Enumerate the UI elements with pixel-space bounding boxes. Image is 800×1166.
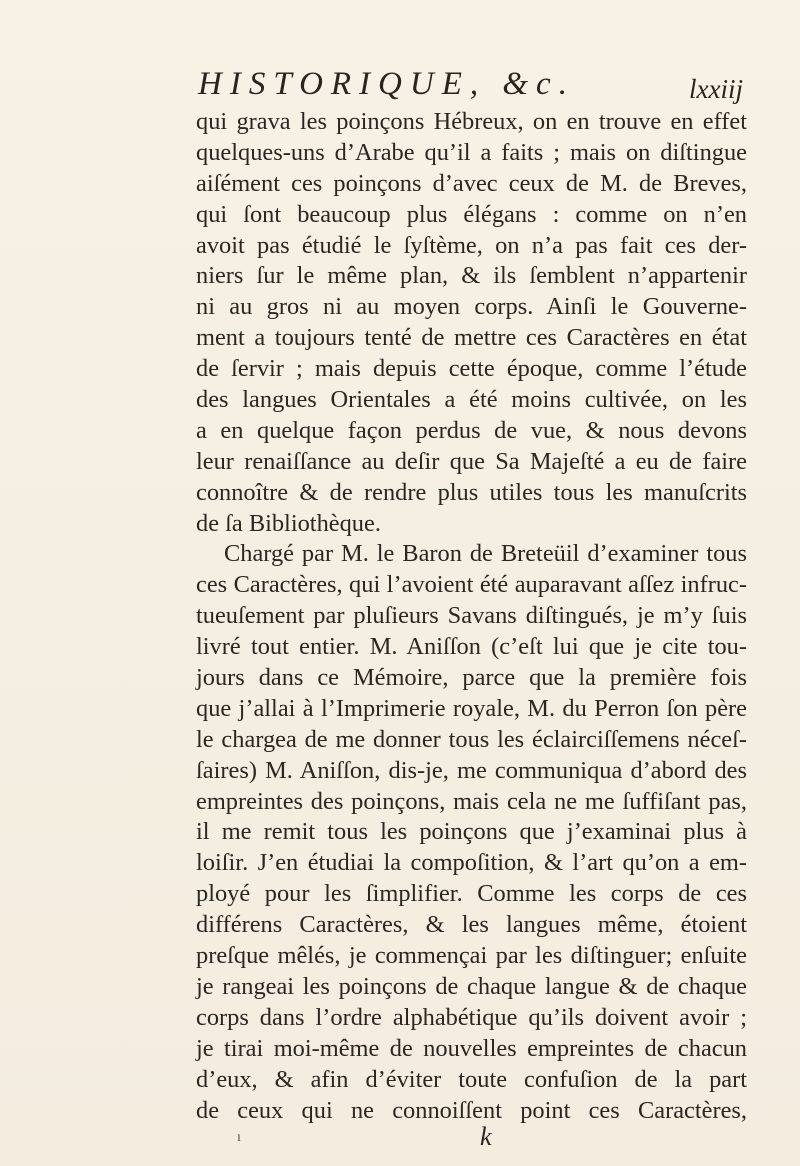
text-line: a en quelque façon perdus de vue, & nous devons (196, 416, 747, 444)
running-title: HISTORIQUE, &c. (198, 66, 575, 102)
text-line: livré tout entier. M. Aniſſon (c’eſt lui que je cite tou- (196, 633, 747, 661)
text-line: il me remit tous les poinçons que j’examinai plus à (196, 818, 747, 846)
text-line: ces Caractères, qui l’avoient été auparavant aſſez infruc- (196, 571, 747, 599)
text-line: qui grava les poinçons Hébreux, on en trouve en effet (196, 108, 747, 135)
paragraph-start-line: Chargé par M. le Baron de Breteüil d’examiner tous (224, 540, 747, 568)
text-line: d’eux, & afin d’éviter toute confuſion de la part (196, 1065, 747, 1093)
body-text (196, 107, 747, 1126)
text-line: avoit pas étudié le ſyſtème, on n’a pas fait ces der- (196, 231, 747, 259)
page-header (198, 66, 743, 110)
page-number: lxxiij (689, 74, 743, 104)
text-line: aiſément ces poinçons d’avec ceux de M. de Breves, (196, 169, 747, 197)
text-line: loiſir. J’en étudiai la compoſition, & l’art qu’on a em- (196, 849, 747, 877)
page-footer (196, 1122, 747, 1156)
text-line: je rangeai les poinçons de chaque langue & de chaque (196, 972, 747, 1000)
text-line: ment a toujours tenté de mettre ces Caractères en état (196, 324, 747, 352)
text-line: quelques-uns d’Arabe qu’il a faits ; mais on diſtingue (196, 138, 747, 166)
signature-mark: k (480, 1122, 492, 1151)
text-line: jours dans ce Mémoire, parce que la première fois (196, 664, 747, 692)
text-line: preſque mêlés, je commençai par les diſtinguer; enſuite (196, 942, 747, 970)
text-line: empreintes des poinçons, mais cela ne me ſuffiſant pas, (196, 787, 747, 815)
text-line: ſaires) M. Aniſſon, dis-je, me communiqua d’abord des (196, 756, 747, 784)
text-line: le chargea de me donner tous les éclairciſſemens néceſ- (196, 725, 747, 753)
text-line: que j’allai à l’Imprimerie royale, M. du Perron ſon père (196, 694, 747, 722)
text-line: leur renaiſſance au deſir que Sa Majeſté a eu de faire (196, 447, 747, 475)
text-line: qui ſont beaucoup plus élégans : comme on n’en (196, 200, 747, 228)
text-line: je tirai moi-même de nouvelles empreintes de chacun (196, 1034, 747, 1062)
text-line: de ſa Bibliothèque. (196, 509, 381, 537)
text-line: niers ſur le même plan, & ils ſemblent n’appartenir (196, 262, 747, 290)
text-line: des langues Orientales a été moins cultivée, on les (196, 386, 747, 414)
text-line: corps dans l’ordre alphabétique qu’ils doivent avoir ; (196, 1003, 747, 1031)
footer-mark: ı (237, 1130, 241, 1145)
text-line: de ſervir ; mais depuis cette époque, comme l’étude (196, 355, 747, 383)
text-line: tueuſement par pluſieurs Savans diſtingués, je m’y ſuis (196, 602, 747, 630)
text-line: connoître & de rendre plus utiles tous les manuſcrits (196, 478, 747, 506)
text-line: de ceux qui ne connoiſſent point ces Caractères, (196, 1096, 747, 1124)
text-line: ni au gros ni au moyen corps. Ainſi le Gouverne- (196, 293, 747, 321)
text-line: différens Caractères, & les langues même, étoient (196, 911, 747, 939)
text-line: ployé pour les ſimplifier. Comme les corps de ces (196, 880, 747, 908)
